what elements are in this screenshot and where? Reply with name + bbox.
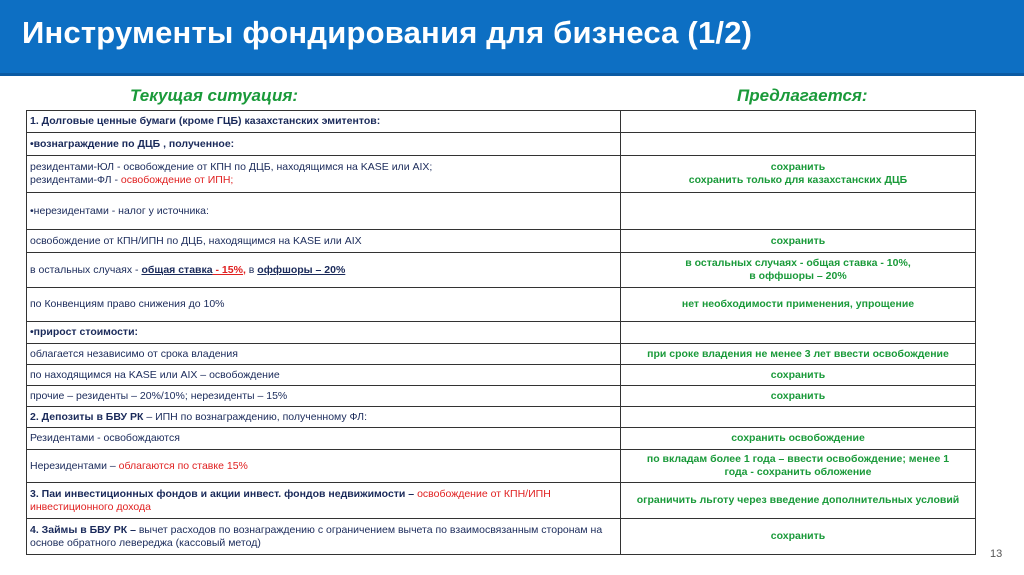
- table-row: [27, 230, 976, 253]
- table-row: [27, 253, 976, 288]
- table-row: [27, 322, 976, 344]
- table-row: [27, 156, 976, 193]
- row-15-proposed: ограничить льготу через введение дополнительных условий: [621, 483, 976, 519]
- row-1-current: 1. Долговые ценные бумаги (кроме ГЦБ) казахстанских эмитентов:: [27, 111, 621, 133]
- row-15-current-a: 3. Паи инвестиционных фондов и акции инвест. фондов недвижимости –: [30, 487, 418, 500]
- row-8-current: •прирост стоимости:: [27, 322, 621, 344]
- row-9-proposed: при сроке владения не менее 3 лет ввести освобождение: [621, 344, 976, 365]
- table-row: [27, 111, 976, 133]
- table-row: [27, 519, 976, 555]
- row-6-current-b: общая ставка: [141, 263, 213, 276]
- row-14-current-b: облагаются по ставке 15%: [118, 459, 248, 472]
- row-15-current: [27, 483, 621, 519]
- table-row: [27, 344, 976, 365]
- row-15-current-b: освобождение от КПН/ИПН инвестиционного дохода: [30, 487, 551, 513]
- table-row: [27, 193, 976, 230]
- table-row: [27, 450, 976, 483]
- row-4-proposed: [621, 193, 976, 230]
- row-2-current: •вознаграждение по ДЦБ , полученное:: [27, 133, 621, 156]
- row-4-current: •нерезидентами - налог у источника:: [27, 193, 621, 230]
- row-7-proposed: нет необходимости применения, упрощение: [621, 288, 976, 322]
- row-14-current: [27, 450, 621, 483]
- page-title: Инструменты фондирования для бизнеса (1/2): [22, 15, 753, 50]
- row-2-proposed: [621, 133, 976, 156]
- row-14-proposed: [621, 450, 976, 483]
- row-12-proposed: [621, 407, 976, 428]
- table-row: [27, 365, 976, 386]
- row-6-proposed-line1: в остальных случаях - общая ставка - 10%,: [685, 257, 911, 269]
- row-10-current: по находящимся на KASE или AIX – освобождение: [27, 365, 621, 386]
- row-16-proposed: сохранить: [621, 519, 976, 555]
- row-12-current: [27, 407, 621, 428]
- row-5-proposed: сохранить: [621, 230, 976, 253]
- proposed-heading: Предлагается:: [737, 86, 868, 105]
- row-3-proposed-line1: сохранить: [770, 161, 826, 173]
- row-3-current-line2b: освобождение от ИПН;: [120, 174, 234, 186]
- table-row: [27, 483, 976, 519]
- table-row: [27, 288, 976, 322]
- row-12-current-b: – ИПН по вознаграждению, полученному ФЛ:: [143, 410, 367, 423]
- row-13-current: Резидентами - освобождаются: [27, 428, 621, 450]
- row-6-proposed: [621, 253, 976, 288]
- row-3-current-line2a: резидентами-ФЛ -: [30, 174, 121, 186]
- title-bar: [0, 0, 1024, 76]
- row-6-current-c: - 15%,: [212, 263, 246, 276]
- row-14-proposed-line2: года - сохранить обложение: [724, 466, 872, 478]
- row-3-proposed: [621, 156, 976, 193]
- row-5-current: освобождение от КПН/ИПН по ДЦБ, находящимся на KASE или AIX: [27, 230, 621, 253]
- table-row: [27, 133, 976, 156]
- table-row: [27, 407, 976, 428]
- row-6-current: [27, 253, 621, 288]
- row-11-current: прочие – резиденты – 20%/10%; нерезиденты – 15%: [27, 386, 621, 407]
- row-3-proposed-line2: сохранить только для казахстанских ДЦБ: [688, 174, 908, 186]
- table-row: [27, 428, 976, 450]
- row-6-proposed-line2: в оффшоры – 20%: [749, 270, 847, 282]
- row-14-proposed-line1: по вкладам более 1 года – ввести освобождение; менее 1: [646, 453, 950, 465]
- row-10-proposed: сохранить: [621, 365, 976, 386]
- row-16-current: [27, 519, 621, 555]
- table-row: [27, 386, 976, 407]
- current-situation-heading: Текущая ситуация:: [130, 86, 299, 105]
- row-7-current: по Конвенциям право снижения до 10%: [27, 288, 621, 322]
- row-9-current: облагается независимо от срока владения: [27, 344, 621, 365]
- row-14-current-a: Нерезидентами –: [30, 459, 119, 472]
- row-1-proposed: [621, 111, 976, 133]
- row-11-proposed: сохранить: [621, 386, 976, 407]
- row-12-current-a: 2. Депозиты в БВУ РК: [30, 410, 144, 423]
- row-16-current-a: 4. Займы в БВУ РК –: [30, 523, 139, 536]
- row-16-current-b: вычет расходов по вознаграждению с ограничением вычета по взаимосвязанным сторонам на основе обратного левереджа (кассовый метод): [30, 523, 603, 549]
- row-13-proposed: сохранить освобождение: [621, 428, 976, 450]
- comparison-table: [26, 110, 976, 555]
- page-number: 13: [990, 548, 1003, 560]
- row-6-current-e: оффшоры – 20%: [257, 263, 346, 276]
- row-8-proposed: [621, 322, 976, 344]
- row-6-current-d: в: [245, 263, 258, 276]
- row-3-current: [27, 156, 621, 193]
- row-6-current-a: в остальных случаях -: [30, 263, 142, 276]
- row-3-current-line1: резидентами-ЮЛ - освобождение от КПН по ДЦБ, находящимся на KASE или AIX;: [30, 161, 433, 173]
